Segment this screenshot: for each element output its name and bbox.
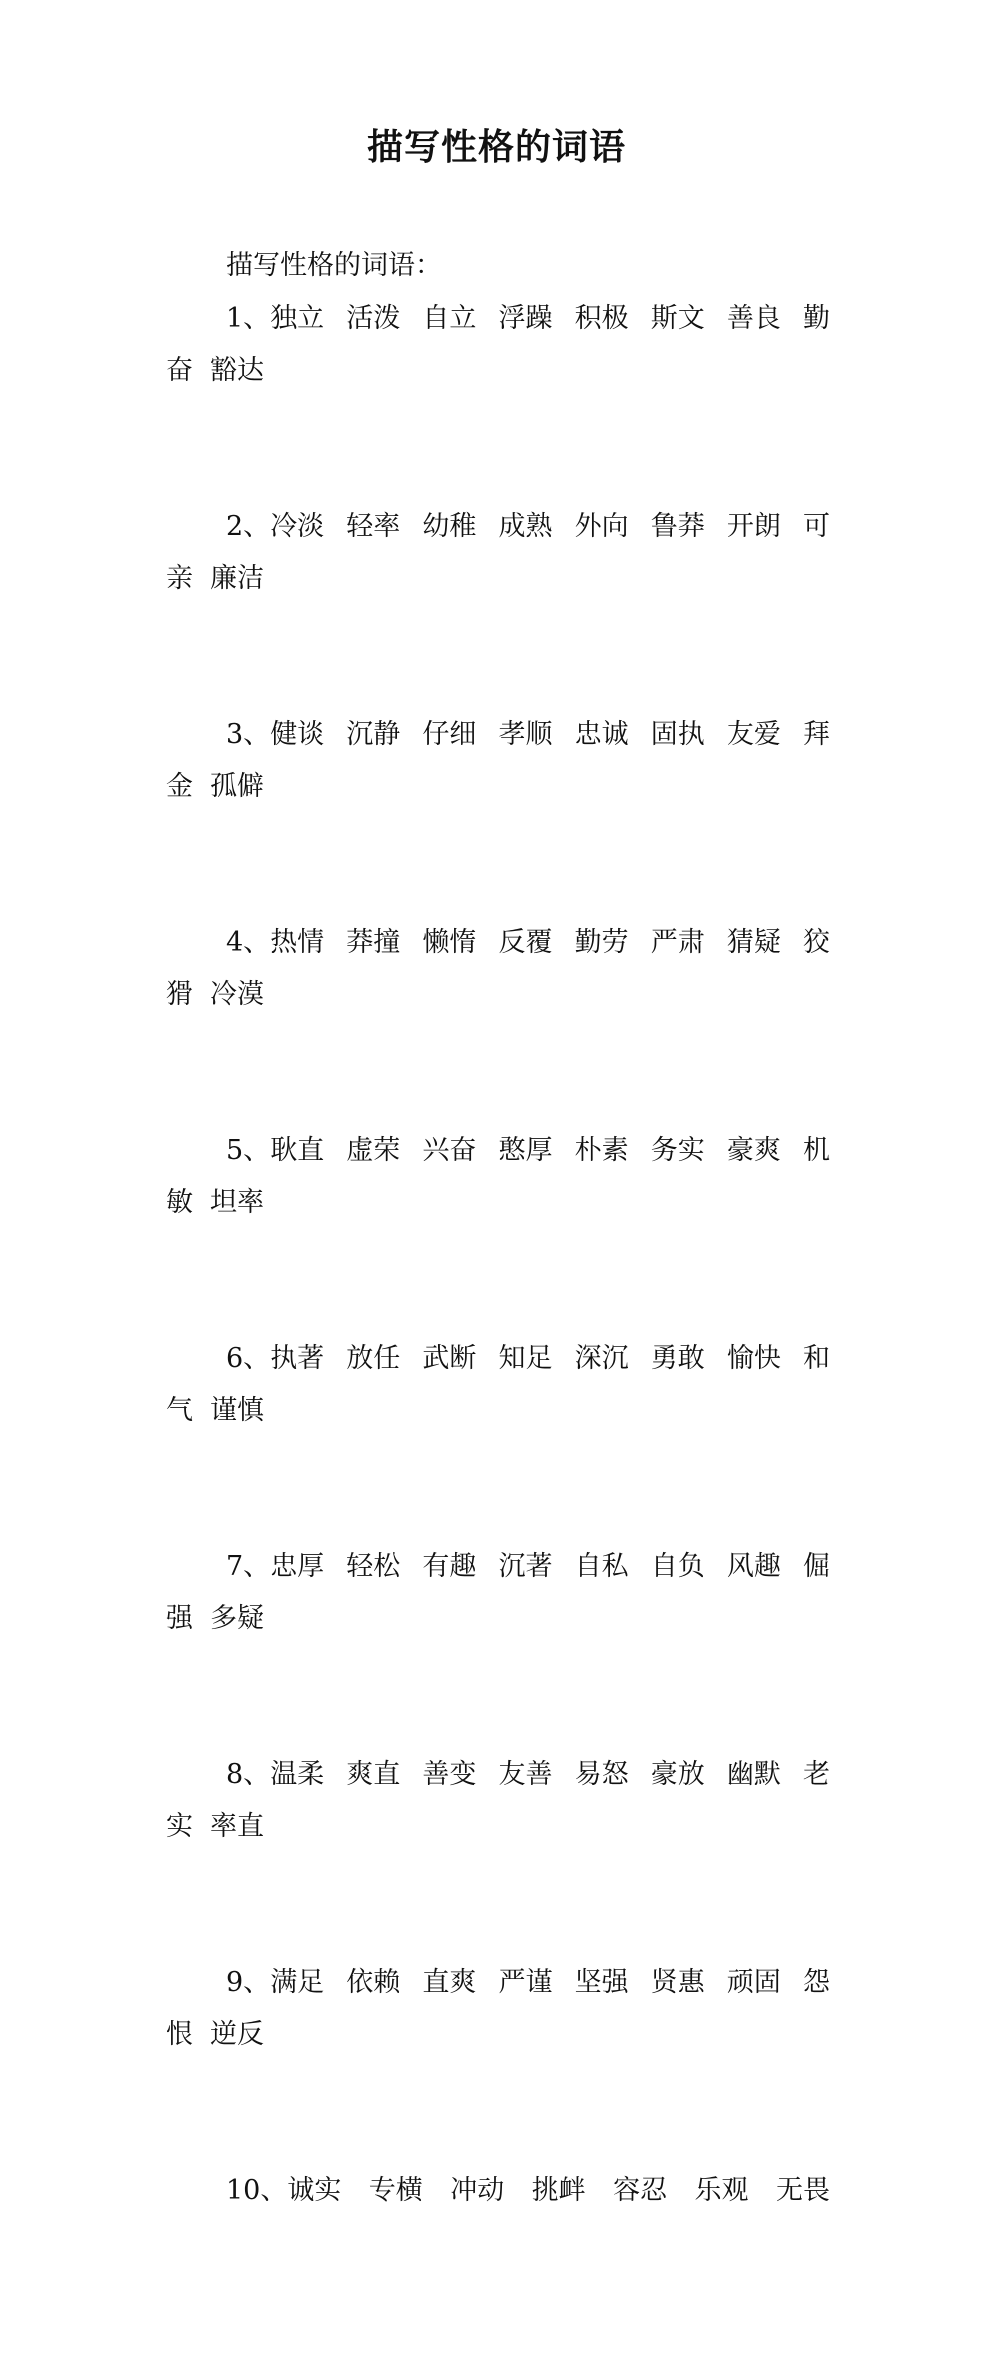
word-fragment: 敏	[166, 1187, 193, 1218]
entry-first-word	[226, 1753, 324, 1797]
word: 鲁莽	[650, 511, 705, 542]
word: 豁达	[210, 355, 264, 386]
word: 莽撞	[346, 927, 401, 958]
word: 孤僻	[210, 771, 264, 802]
word: 武断	[422, 1343, 477, 1374]
word: 猜疑	[726, 927, 781, 958]
word: 愉快	[726, 1343, 781, 1374]
word: 容忍	[613, 2175, 668, 2206]
word: 务实	[650, 1135, 705, 1166]
word-entry	[166, 1545, 830, 1753]
word: 冷淡	[270, 511, 325, 542]
word: 坚强	[574, 1967, 629, 1998]
word: 坦率	[210, 1187, 264, 1218]
word: 友善	[498, 1759, 553, 1790]
page-title: 描写性格的词语	[366, 127, 626, 168]
word: 满足	[270, 1967, 325, 1998]
word-entry	[166, 505, 830, 713]
entry-continuation	[166, 349, 264, 393]
entry-first-word	[226, 1545, 324, 1589]
word: 易怒	[574, 1759, 629, 1790]
word: 虚荣	[346, 1135, 401, 1166]
word: 严谨	[498, 1967, 553, 1998]
word-entry	[166, 297, 830, 505]
word: 兴奋	[422, 1135, 477, 1166]
entry-first-word	[226, 297, 324, 341]
word: 孝顺	[498, 719, 553, 750]
word: 豪爽	[726, 1135, 781, 1166]
word: 浮躁	[498, 303, 553, 334]
word: 勇敢	[650, 1343, 705, 1374]
word: 耿直	[270, 1135, 325, 1166]
word: 成熟	[498, 511, 553, 542]
entry-first-word	[226, 2169, 341, 2213]
word: 廉洁	[210, 563, 264, 594]
entry-number: 5、	[226, 1135, 271, 1166]
word-entry	[166, 1961, 830, 2169]
word: 逆反	[210, 2019, 264, 2050]
word: 无畏	[775, 2175, 830, 2206]
word-fragment: 强	[166, 1603, 193, 1634]
word-fragment: 亲	[166, 563, 193, 594]
word: 懒惰	[422, 927, 477, 958]
word: 知足	[498, 1343, 553, 1374]
entry-first-word	[226, 713, 324, 757]
word: 独立	[270, 303, 325, 334]
entry-first-word	[226, 1337, 324, 1381]
word: 沉著	[498, 1551, 553, 1582]
word: 朴素	[574, 1135, 629, 1166]
entry-line	[226, 713, 830, 757]
entry-continuation	[166, 1389, 264, 1433]
word-fragment: 拜	[802, 719, 830, 750]
entry-number: 9、	[226, 1967, 271, 1998]
word: 健谈	[270, 719, 325, 750]
entry-continuation	[166, 2013, 264, 2057]
word-fragment: 机	[802, 1135, 830, 1166]
word: 贤惠	[650, 1967, 705, 1998]
word: 外向	[574, 511, 629, 542]
word: 专横	[368, 2175, 423, 2206]
word: 幼稚	[422, 511, 477, 542]
word: 积极	[574, 303, 629, 334]
entry-number: 7、	[226, 1551, 271, 1582]
word: 斯文	[650, 303, 705, 334]
word: 执著	[270, 1343, 325, 1374]
entry-number: 2、	[226, 511, 271, 542]
word: 多疑	[210, 1603, 264, 1634]
word: 自负	[650, 1551, 705, 1582]
word: 乐观	[694, 2175, 749, 2206]
entry-continuation	[166, 1181, 264, 1225]
word: 依赖	[346, 1967, 401, 1998]
word: 活泼	[346, 303, 401, 334]
word: 爽直	[346, 1759, 401, 1790]
word: 热情	[270, 927, 325, 958]
word-entry	[166, 1753, 830, 1961]
word: 友爱	[726, 719, 781, 750]
word: 风趣	[726, 1551, 781, 1582]
entry-line	[226, 1961, 830, 2005]
entry-number: 10、	[226, 2175, 288, 2206]
word: 豪放	[650, 1759, 705, 1790]
word: 诚实	[287, 2175, 342, 2206]
word: 率直	[210, 1811, 264, 1842]
entry-line	[226, 1753, 830, 1797]
word: 忠诚	[574, 719, 629, 750]
entry-number: 6、	[226, 1343, 271, 1374]
word: 反覆	[498, 927, 553, 958]
word: 顽固	[726, 1967, 781, 1998]
entry-line	[226, 297, 830, 341]
intro-line: 描写性格的词语：	[226, 250, 442, 281]
entry-line	[226, 921, 830, 965]
word: 自立	[422, 303, 477, 334]
word-fragment: 气	[166, 1395, 193, 1426]
word: 开朗	[726, 511, 781, 542]
word-entry	[166, 713, 830, 921]
word-fragment: 奋	[166, 355, 193, 386]
entry-first-word	[226, 505, 324, 549]
entry-continuation	[166, 765, 264, 809]
entry-first-word	[226, 1961, 324, 2005]
word: 仔细	[422, 719, 477, 750]
word: 轻松	[346, 1551, 401, 1582]
word: 善变	[422, 1759, 477, 1790]
entry-line	[226, 1545, 830, 1589]
word-entry	[166, 2169, 830, 2377]
word: 直爽	[422, 1967, 477, 1998]
word: 固执	[650, 719, 705, 750]
word: 谨慎	[210, 1395, 264, 1426]
word: 有趣	[422, 1551, 477, 1582]
entry-continuation	[166, 1597, 264, 1641]
word: 善良	[726, 303, 781, 334]
word-fragment: 和	[802, 1343, 830, 1374]
word: 沉静	[346, 719, 401, 750]
entry-number: 8、	[226, 1759, 271, 1790]
word: 幽默	[726, 1759, 781, 1790]
entry-continuation	[166, 557, 264, 601]
entry-line	[226, 505, 830, 549]
word-entry	[166, 1337, 830, 1545]
entry-continuation	[166, 1805, 264, 1849]
entry-line	[226, 1129, 830, 1173]
word-fragment: 猾	[166, 979, 193, 1010]
entry-line	[226, 2169, 830, 2213]
word-entry	[166, 1129, 830, 1337]
entry-number: 4、	[226, 927, 271, 958]
word-fragment: 老	[802, 1759, 830, 1790]
entry-number: 1、	[226, 303, 271, 334]
word: 冷漠	[210, 979, 264, 1010]
entry-line	[226, 1337, 830, 1381]
word-entry	[166, 921, 830, 1129]
word: 冲动	[450, 2175, 505, 2206]
word: 憨厚	[498, 1135, 553, 1166]
word: 轻率	[346, 511, 401, 542]
word: 挑衅	[531, 2175, 586, 2206]
word-fragment: 恨	[166, 2019, 193, 2050]
word: 放任	[346, 1343, 401, 1374]
word: 温柔	[270, 1759, 325, 1790]
entry-first-word	[226, 921, 324, 965]
entry-first-word	[226, 1129, 324, 1173]
word-fragment: 勤	[802, 303, 830, 334]
word: 深沉	[574, 1343, 629, 1374]
word-fragment: 倔	[802, 1551, 830, 1582]
word: 忠厚	[270, 1551, 325, 1582]
word: 勤劳	[574, 927, 629, 958]
word-fragment: 可	[802, 511, 830, 542]
word: 严肃	[650, 927, 705, 958]
entry-number: 3、	[226, 719, 271, 750]
entry-continuation	[166, 973, 264, 1017]
word-list	[166, 297, 830, 2377]
word-fragment: 怨	[802, 1967, 830, 1998]
word-fragment: 金	[166, 771, 193, 802]
word: 自私	[574, 1551, 629, 1582]
word-fragment: 实	[166, 1811, 193, 1842]
word-fragment: 狡	[802, 927, 830, 958]
